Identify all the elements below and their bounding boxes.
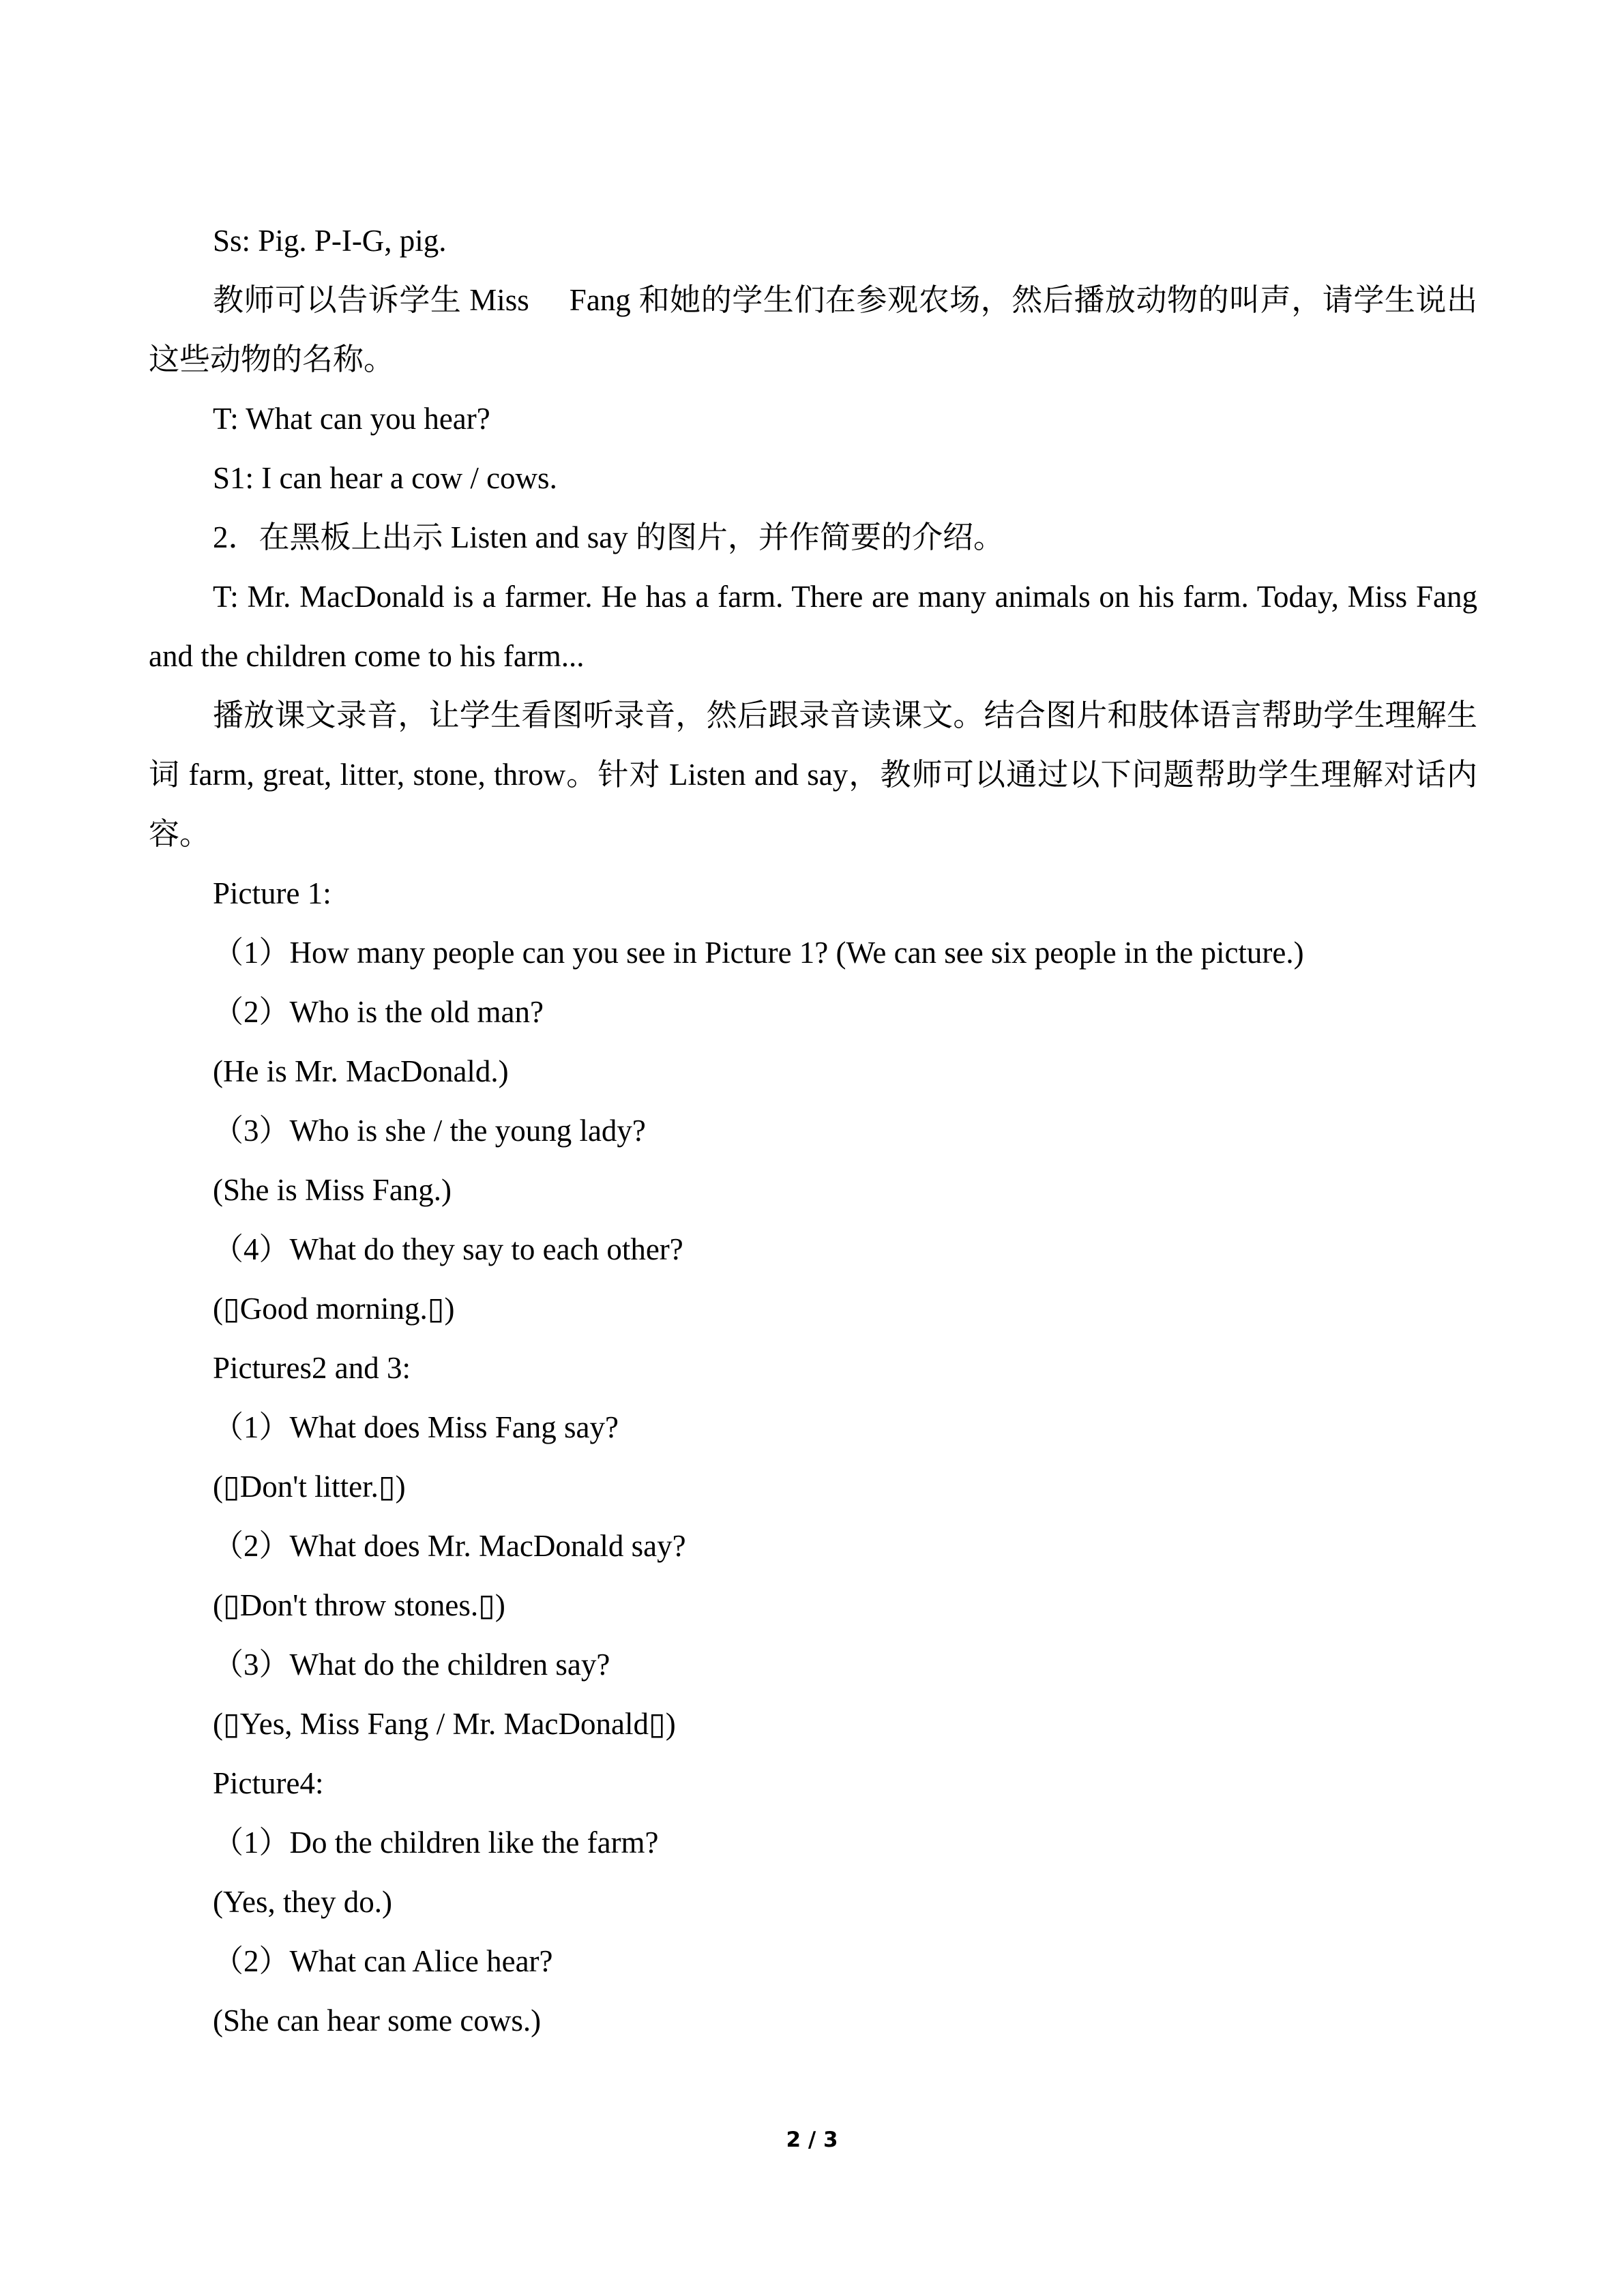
question-line: （4）What do they say to each other? <box>213 1232 683 1266</box>
dialogue-line: Ss: Pig. P-I-G, pig. <box>213 224 447 258</box>
answer-line: (Yes, they do.) <box>213 1885 392 1919</box>
dialogue-paragraph: T: Mr. MacDonald is a farmer. He has a farm. There are many animals on his farm. Today, Miss Fang and the children come to his farm... <box>149 580 1477 673</box>
question-line: （2）What can Alice hear? <box>213 1944 553 1978</box>
picture-heading: Picture 1: <box>213 876 331 910</box>
instruction-paragraph: 教师可以告诉学生 Miss Fang 和她的学生们在参观农场，然后播放动物的叫声，请学生说出这些动物的名称。 <box>149 283 1477 376</box>
dialogue-line: S1: I can hear a cow / cows. <box>213 461 557 495</box>
answer-line: (She can hear some cows.) <box>213 2003 542 2038</box>
instruction-paragraph: 播放课文录音，让学生看图听录音，然后跟录音读课文。结合图片和肢体语言帮助学生理解生词 farm, great, litter, stone, throw。针对 Listen and say，教师可以通过以下问题帮助学生理解对话内容。 <box>149 698 1477 851</box>
answer-line: (▯Good morning.▯) <box>213 1292 455 1326</box>
question-line: （1）What does Miss Fang say? <box>213 1410 619 1444</box>
question-line: （1）How many people can you see in Picture 1? (We can see six people in the picture.) <box>213 936 1304 970</box>
page-number: 2 / 3 <box>786 2128 838 2152</box>
answer-line: (▯Yes, Miss Fang / Mr. MacDonald▯) <box>213 1707 676 1741</box>
picture-heading: Picture4: <box>213 1766 324 1800</box>
dialogue-line: T: What can you hear? <box>213 402 490 436</box>
step-heading: 2．在黑板上出示 Listen and say 的图片，并作简要的介绍。 <box>213 520 1004 554</box>
answer-line: (▯Don't throw stones.▯) <box>213 1588 505 1622</box>
question-line: （2）What does Mr. MacDonald say? <box>213 1529 686 1563</box>
question-line: （1）Do the children like the farm? <box>213 1825 659 1860</box>
picture-heading: Pictures2 and 3: <box>213 1351 411 1385</box>
document-body <box>149 211 1477 2051</box>
question-line: （3）What do the children say? <box>213 1648 610 1682</box>
answer-line: (He is Mr. MacDonald.) <box>213 1054 509 1088</box>
answer-line: (She is Miss Fang.) <box>213 1173 452 1207</box>
answer-line: (▯Don't litter.▯) <box>213 1470 406 1504</box>
question-line: （2）Who is the old man? <box>213 995 544 1029</box>
question-line: （3）Who is she / the young lady? <box>213 1114 646 1148</box>
